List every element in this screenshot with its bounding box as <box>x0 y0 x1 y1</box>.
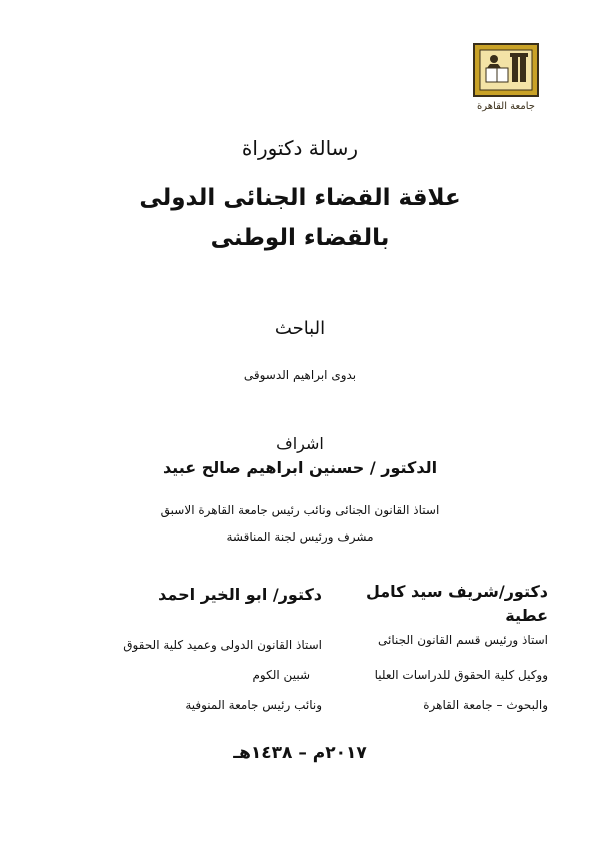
logo-text: جامعة القاهرة <box>477 101 535 112</box>
thesis-label: رسالة دكتوراة <box>241 136 359 160</box>
committee-left-line-3: ونائب رئيس جامعة المنوفية <box>185 698 322 712</box>
researcher-label: الباحث <box>274 318 326 339</box>
committee-left-name: دكتور/ ابو الخير احمد <box>158 585 322 604</box>
committee-right-line-3: والبحوث – جامعة القاهرة <box>423 698 548 712</box>
main-supervisor-name: الدكتور / حسنين ابراهيم صالح عبيد <box>162 458 438 477</box>
committee-left-line-1: استاذ القانون الدولى وعميد كلية الحقوق <box>123 638 322 652</box>
committee-left-line-2: شبين الكوم <box>252 668 310 682</box>
title-line-2: بالقضاء الوطنى <box>210 225 390 251</box>
supervision-label: اشراف <box>276 434 324 453</box>
main-supervisor-role: مشرف ورئيس لجنة المناقشة <box>226 530 374 544</box>
title-line-1: علاقة القضاء الجنائى الدولى <box>139 185 461 211</box>
committee-right-line-2: ووكيل كلية الحقوق للدراسات العليا <box>374 668 548 682</box>
date: ٢٠١٧م – ١٤٣٨هـ <box>233 743 367 763</box>
cairo-university-logo <box>470 42 542 114</box>
main-supervisor-title: استاذ القانون الجنائى ونائب رئيس جامعة القاهرة الاسبق <box>160 503 440 517</box>
researcher-name: بدوى ابراهيم الدسوقى <box>243 368 357 382</box>
committee-right-name: دكتور/شريف سيد كامل <box>365 582 548 601</box>
committee-right-line-1: استاذ ورئيس قسم القانون الجنائى <box>378 633 548 647</box>
committee-right-name-cont: عطية <box>505 606 548 625</box>
committee-right-block <box>335 580 548 628</box>
